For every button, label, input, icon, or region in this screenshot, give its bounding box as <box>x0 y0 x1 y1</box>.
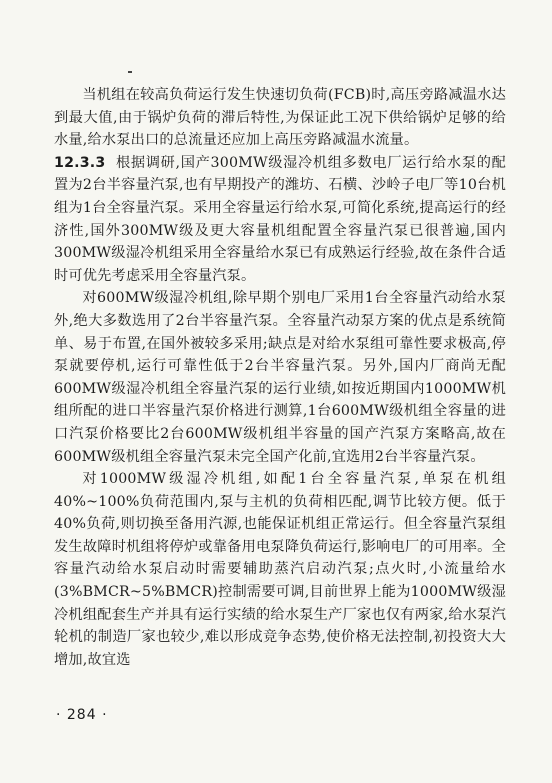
paragraph-600mw <box>54 287 506 468</box>
paragraph-1000mw <box>54 468 506 671</box>
paragraph-text: 当机组在较高负荷运行发生快速切负荷(FCB)时,高压旁路减温水达到最大值,由于锅炉负荷的滞后特性,为保证此工况下供给锅炉足够的给水量,给水泵出口的总流量还应加上高压旁路减温水流量。 <box>54 87 506 149</box>
paragraph-text: 对600MW级湿冷机组,除早期个别电厂采用1台全容量汽动给水泵外,绝大多数选用了2台半容量汽泵。全容量汽动泵方案的优点是系统简单、易于布置,在国外被较多采用;缺点是对给水泵组可靠性要求极高,停泵就要停机,运行可靠性低于2台半容量汽泵。另外,国内厂商尚无配600MW级湿冷机组全容量汽泵的运行业绩,如按近期国内1000MW机组所配的进口半容量汽泵价格进行测算,1台600MW级机组全容量的进口汽泵价格要比2台600MW级机组半容量的国产汽泵方案略高,故在600MW级机组全容量汽泵未完全国产化前,宜选用2台半容量汽泵。 <box>54 290 506 465</box>
page-content <box>54 84 506 671</box>
paragraph-text: 对1000MW级湿冷机组,如配1台全容量汽泵,单泵在机组40%~100%负荷范围内,泵与主机的负荷相匹配,调节比较方便。低于40%负荷,则切换至备用汽源,也能保证机组正常运行。但全容量汽泵组发生故障时机组将停炉或靠备用电泵降负荷运行,影响电厂的可用率。全容量汽动给水泵启动时需要辅助蒸汽启动汽泵;点火时,小流量给水(3%BMCR~5%BMCR)控制需要可调,目前世界上能为1000MW级湿冷机组配套生产并具有运行实绩的给水泵生产厂家也仅有两家,给水泵汽轮机的制造厂家也较少,难以形成竞争态势,使价格无法控制,初投资大大增加,故宜选 <box>54 471 506 668</box>
paragraph-fcb <box>54 84 506 152</box>
page-number: · 284 · <box>56 707 108 723</box>
section-number: 12.3.3 <box>54 154 106 171</box>
scan-mark <box>128 71 132 73</box>
paragraph-12-3-3 <box>54 152 506 288</box>
paragraph-text: 根据调研,国产300MW级湿冷机组多数电厂运行给水泵的配置为2台半容量汽泵,也有早期投产的潍坊、石横、沙岭子电厂等10台机组为1台全容量汽泵。采用全容量运行给水泵,可简化系统,提高运行的经济性,国外300MW级及更大容量机组配置全容量汽泵已很普遍,国内300MW级湿冷机组采用全容量给水泵已有成熟运行经验,故在条件合适时可优先考虑采用全容量汽泵。 <box>54 154 506 284</box>
